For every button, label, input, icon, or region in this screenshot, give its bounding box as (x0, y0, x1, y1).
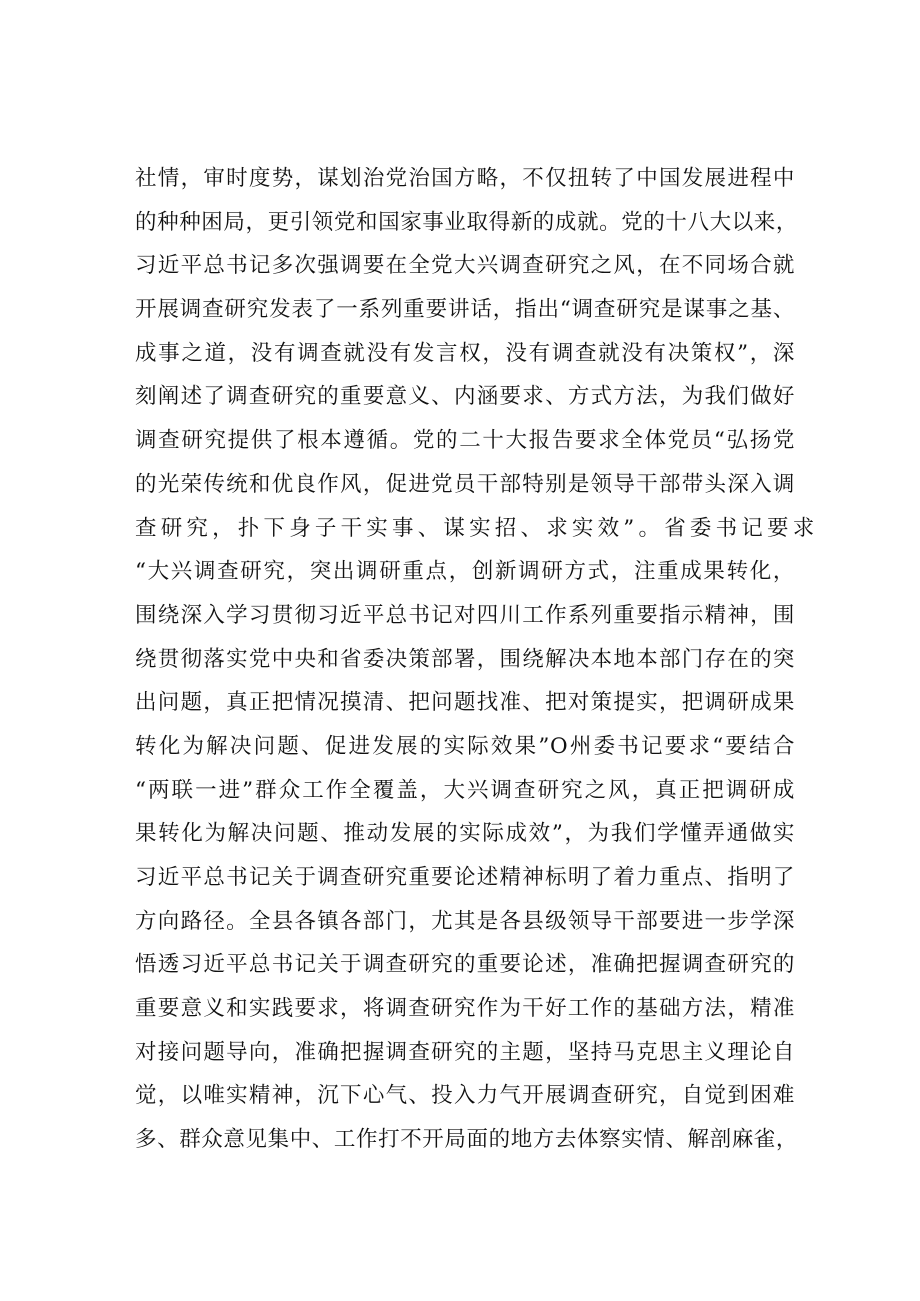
text-line: “大兴调查研究，突出调研重点，创新调研方式，注重成果转化， (135, 559, 795, 585)
text-line: 多、群众意见集中、工作打不开局面的地方去体察实情、解剖麻雀， (135, 1127, 799, 1153)
text-line: 成事之道，没有调查就没有发言权，没有调查就没有决策权”，深 (135, 340, 795, 366)
text-line: 果转化为解决问题、推动发展的实际成效”，为我们学懂弄通做实 (135, 821, 795, 847)
text-line: 转化为解决问题、促进发展的实际效果”O州委书记要求“要结合 (135, 733, 795, 759)
text-line: 绕贯彻落实党中央和省委决策部署，围绕解决本地本部门存在的突 (135, 646, 795, 672)
text-line: 习近平总书记多次强调要在全党大兴调查研究之风，在不同场合就 (135, 253, 795, 279)
text-line: 的光荣传统和优良作风，促进党员干部特别是领导干部带头深入调 (135, 471, 795, 497)
text-line: 重要意义和实践要求，将调查研究作为干好工作的基础方法，精准 (135, 996, 795, 1022)
text-line: 觉，以唯实精神，沉下心气、投入力气开展调查研究，自觉到困难 (135, 1083, 795, 1109)
text-line: 方向路径。全县各镇各部门，尤其是各县级领导干部要进一步学深 (135, 908, 795, 934)
text-line: 查研究，扑下身子干实事、谋实招、求实效”。省委书记要求 (135, 515, 819, 541)
text-line: 的种种困局，更引领党和国家事业取得新的成就。党的十八大以来， (135, 209, 799, 235)
text-line: 习近平总书记关于调查研究重要论述精神标明了着力重点、指明了 (135, 865, 795, 890)
text-line: 调查研究提供了根本遵循。党的二十大报告要求全体党员“弘扬党 (135, 428, 795, 454)
text-line: 刻阐述了调查研究的重要意义、内涵要求、方式方法，为我们做好 (135, 384, 795, 410)
text-line: 悟透习近平总书记关于调查研究的重要论述，准确把握调查研究的 (135, 952, 795, 978)
body-text (135, 157, 819, 1162)
text-line: 开展调查研究发表了一系列重要讲话，指出“调查研究是谋事之基、 (135, 297, 795, 323)
text-line: 对接问题导向，准确把握调查研究的主题，坚持马克思主义理论自 (135, 1039, 795, 1065)
text-line: “两联一进”群众工作全覆盖，大兴调查研究之风，真正把调研成 (135, 777, 795, 803)
text-line: 出问题，真正把情况摸清、把问题找准、把对策提实，把调研成果 (135, 690, 795, 716)
text-line: 围绕深入学习贯彻习近平总书记对四川工作系列重要指示精神，围 (135, 602, 795, 628)
text-line: 社情，审时度势，谋划治党治国方略，不仅扭转了中国发展进程中 (135, 166, 795, 191)
